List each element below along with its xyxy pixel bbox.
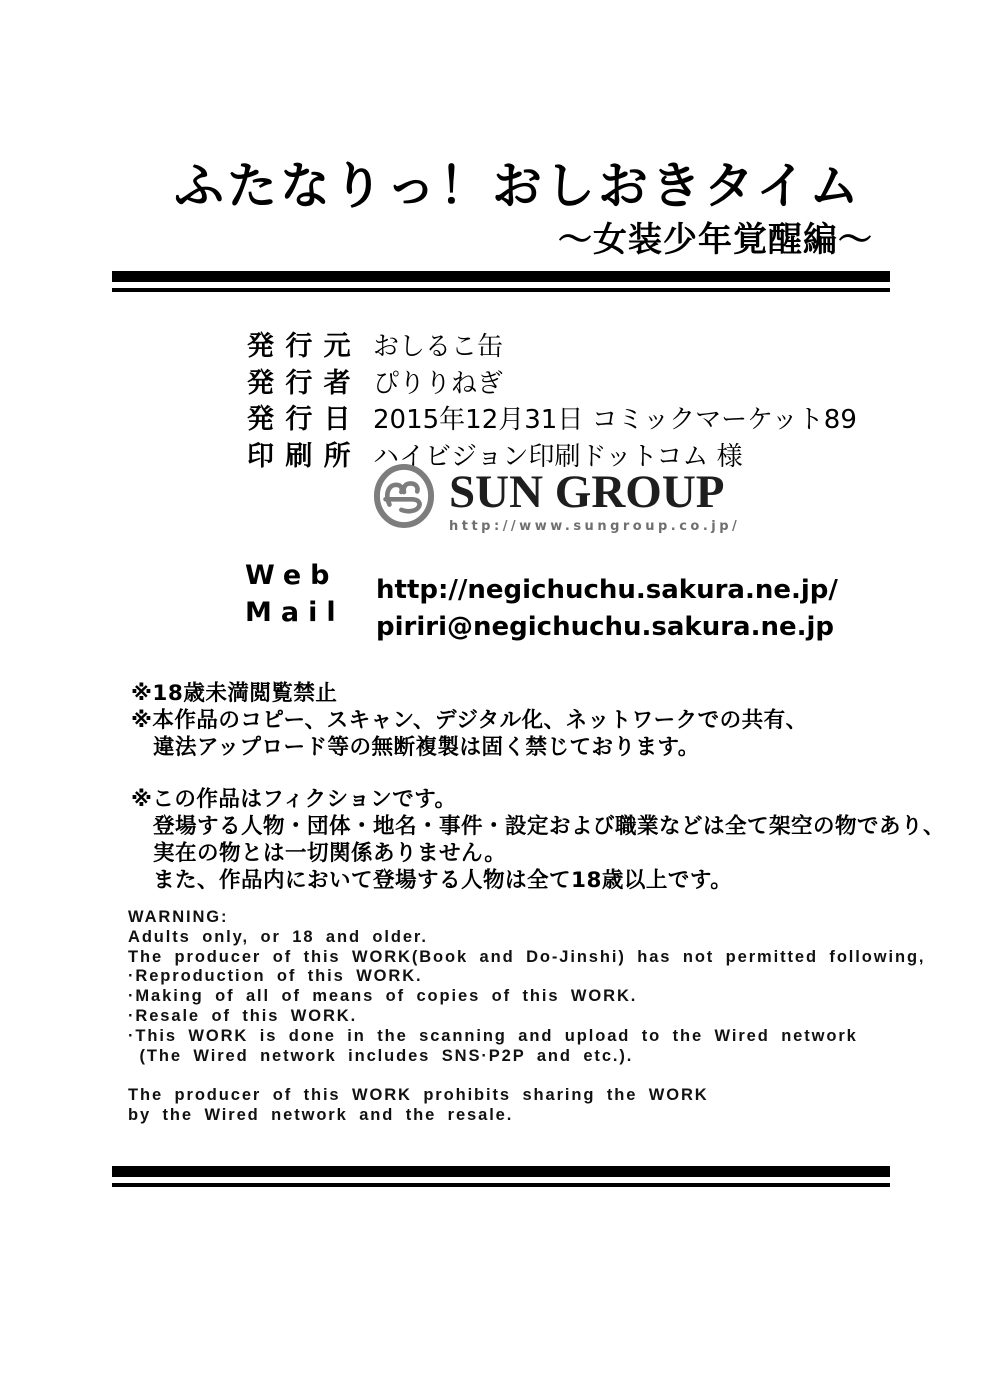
- english-warning-block: [128, 908, 925, 1126]
- publisher-value: おしるこ缶: [373, 332, 504, 362]
- notice-line: また、作品内において登場する人物は全て18歳以上です。: [131, 868, 733, 893]
- sun-group-s-emblem-icon: [371, 461, 437, 535]
- sun-group-logo: [371, 461, 740, 535]
- notice-line: 違法アップロード等の無断複製は固く禁じております。: [131, 735, 700, 760]
- divider-top: [112, 271, 890, 292]
- web-url-text: http://negichuchu.sakura.ne.jp/: [376, 575, 838, 605]
- publisher-label: 発行元: [247, 331, 363, 362]
- web-label: Web: [245, 560, 339, 591]
- notice-age-restriction: [131, 680, 808, 761]
- author-label: 発行者: [247, 367, 363, 399]
- notice-fiction-disclaimer: [131, 786, 945, 894]
- sun-group-logo-text: [449, 466, 741, 534]
- warning-line: (The Wired network includes SNS·P2P and etc.).: [128, 1046, 634, 1065]
- publish-date-value: 2015年12月31日 コミックマーケット89: [373, 405, 857, 435]
- warning-line: Adults only, or 18 and older.: [128, 927, 428, 946]
- warning-line: The producer of this WORK prohibits sharing the WORK: [128, 1086, 709, 1105]
- printer-company-name: SUN GROUP: [449, 466, 725, 518]
- divider-top-thick-bar: [112, 271, 890, 282]
- table-row: [247, 324, 857, 361]
- warning-line: The producer of this WORK(Book and Do-Jinshi) has not permitted following,: [128, 947, 926, 966]
- warning-line: ·Resale of this WORK.: [128, 1006, 358, 1025]
- contact-labels: [245, 560, 345, 634]
- printer-company-url: http://www.sungroup.co.jp/: [449, 519, 741, 534]
- table-row: [247, 361, 857, 398]
- mail-address-text: piriri@negichuchu.sakura.ne.jp: [376, 611, 835, 642]
- page-title: ふたなりっ！おしおきタイム: [174, 157, 862, 215]
- warning-line: WARNING:: [128, 908, 229, 926]
- table-row: [247, 397, 857, 434]
- warning-line: ·Reproduction of this WORK.: [128, 967, 423, 986]
- author-value: ぴりりねぎ: [373, 368, 504, 399]
- contact-values: [376, 575, 838, 648]
- divider-bottom-thin-bar: [112, 1183, 890, 1187]
- warning-line: by the Wired network and the resale.: [128, 1105, 514, 1124]
- printer-value: ハイビジョン印刷ドットコム 様: [373, 441, 743, 472]
- page-subtitle: ～女装少年覚醒編～: [558, 220, 873, 260]
- printer-label: 印刷所: [247, 440, 363, 472]
- notice-line: ※本作品のコピー、スキャン、デジタル化、ネットワークでの共有、: [131, 708, 808, 733]
- mail-label: Mail: [245, 597, 345, 628]
- divider-top-thin-bar: [112, 288, 890, 292]
- notice-line: ※この作品はフィクションです。: [131, 787, 457, 812]
- divider-bottom-thick-bar: [112, 1166, 890, 1177]
- warning-line: [128, 1066, 925, 1086]
- notice-line: 実在の物とは一切関係ありません。: [131, 841, 507, 866]
- warning-line: ·This WORK is done in the scanning and upload to the Wired network: [128, 1026, 858, 1045]
- notice-line: 登場する人物・団体・地名・事件・設定および職業などは全て架空の物であり、: [131, 814, 946, 839]
- divider-bottom: [112, 1166, 890, 1187]
- warning-line: ·Making of all of means of copies of this WORK.: [128, 987, 638, 1006]
- notice-line: ※18歳未満閲覧禁止: [131, 681, 338, 706]
- publish-date-label: 発行日: [247, 404, 363, 435]
- publication-info-table: [247, 324, 857, 470]
